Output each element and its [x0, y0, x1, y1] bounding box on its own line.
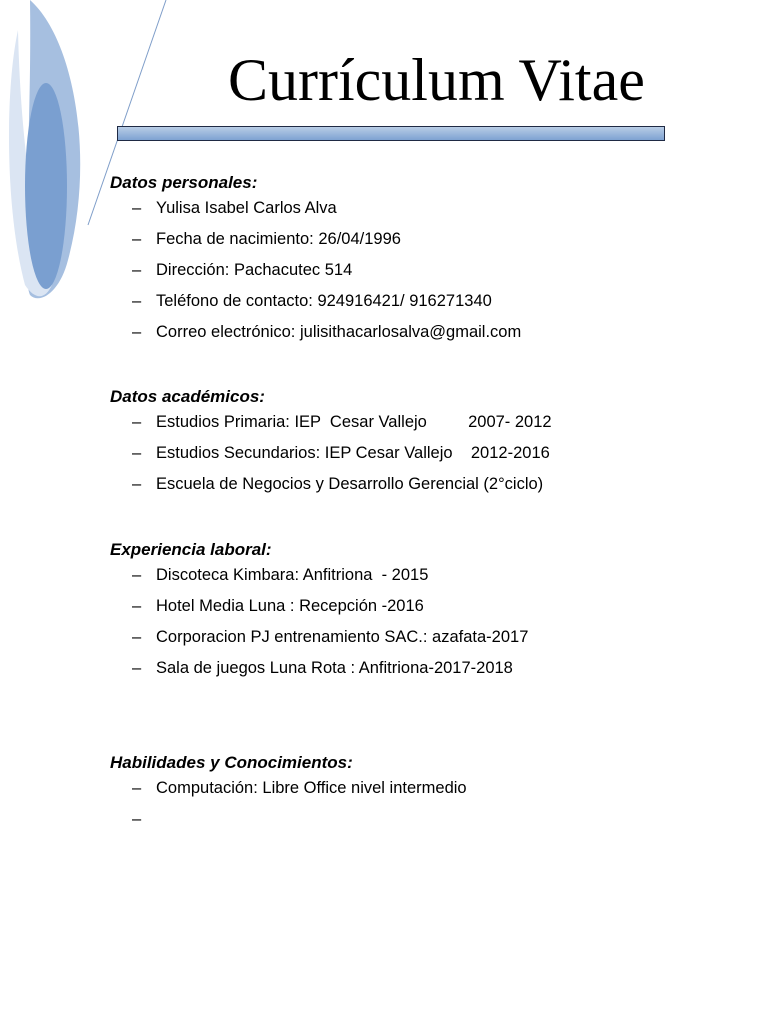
list-item [110, 438, 710, 469]
section-heading: Datos personales: [110, 173, 258, 192]
dash-bullet: – [132, 230, 142, 248]
list-item [110, 560, 710, 591]
section-heading: Datos académicos: [110, 387, 265, 406]
list-item [110, 407, 710, 438]
list-item [110, 224, 710, 255]
section-heading: Habilidades y Conocimientos: [110, 753, 353, 772]
list-item-text: Discoteca Kimbara: Anfitriona - 2015 [156, 566, 429, 584]
list-item [110, 317, 710, 348]
dash-bullet: – [132, 292, 142, 310]
section-experiencia-laboral [110, 540, 710, 684]
list-item-text: Teléfono de contacto: 924916421/ 916271340 [156, 292, 492, 310]
section-list [110, 407, 710, 500]
list-item-text: Corporacion PJ entrenamiento SAC.: azafata-2017 [156, 628, 529, 646]
section-list [110, 560, 710, 684]
dash-bullet: – [132, 566, 142, 584]
list-item [110, 591, 710, 622]
list-item-text: Correo electrónico: julisithacarlosalva@gmail.com [156, 323, 522, 341]
dash-bullet: – [132, 779, 142, 797]
dash-bullet: – [132, 628, 142, 646]
list-item-text: Estudios Primaria: IEP Cesar Vallejo 2007- 2012 [156, 413, 552, 431]
dash-bullet: – [132, 444, 142, 462]
dash-bullet: – [132, 810, 142, 828]
list-item-text: Sala de juegos Luna Rota : Anfitriona-2017-2018 [156, 659, 513, 677]
list-item-text: Yulisa Isabel Carlos Alva [156, 199, 337, 217]
list-item-text: Hotel Media Luna : Recepción -2016 [156, 597, 424, 615]
dash-bullet: – [132, 199, 142, 217]
list-item [110, 622, 710, 653]
list-item-text: Fecha de nacimiento: 26/04/1996 [156, 230, 401, 248]
dash-bullet: – [132, 323, 142, 341]
section-heading: Experiencia laboral: [110, 540, 272, 559]
list-item-text: Computación: Libre Office nivel intermedio [156, 779, 467, 797]
list-item [110, 773, 710, 804]
dash-bullet: – [132, 413, 142, 431]
section-datos-personales [110, 173, 710, 348]
section-datos-academicos [110, 387, 710, 500]
list-item [110, 653, 710, 684]
dash-bullet: – [132, 261, 142, 279]
list-item-text: Dirección: Pachacutec 514 [156, 261, 353, 279]
list-item [110, 469, 710, 500]
section-habilidades [110, 753, 710, 835]
dash-bullet: – [132, 475, 142, 493]
list-item [110, 193, 710, 224]
page-title: Currículum Vitae [228, 47, 645, 113]
title-underline-bar [117, 126, 665, 141]
dash-bullet: – [132, 597, 142, 615]
section-list [110, 193, 710, 348]
list-item [110, 286, 710, 317]
list-item [110, 255, 710, 286]
section-list [110, 773, 710, 835]
dash-bullet: – [132, 659, 142, 677]
list-item-text: Estudios Secundarios: IEP Cesar Vallejo 2012-2016 [156, 444, 550, 462]
list-item [110, 804, 710, 835]
list-item-text: Escuela de Negocios y Desarrollo Gerencial (2°ciclo) [156, 475, 544, 493]
